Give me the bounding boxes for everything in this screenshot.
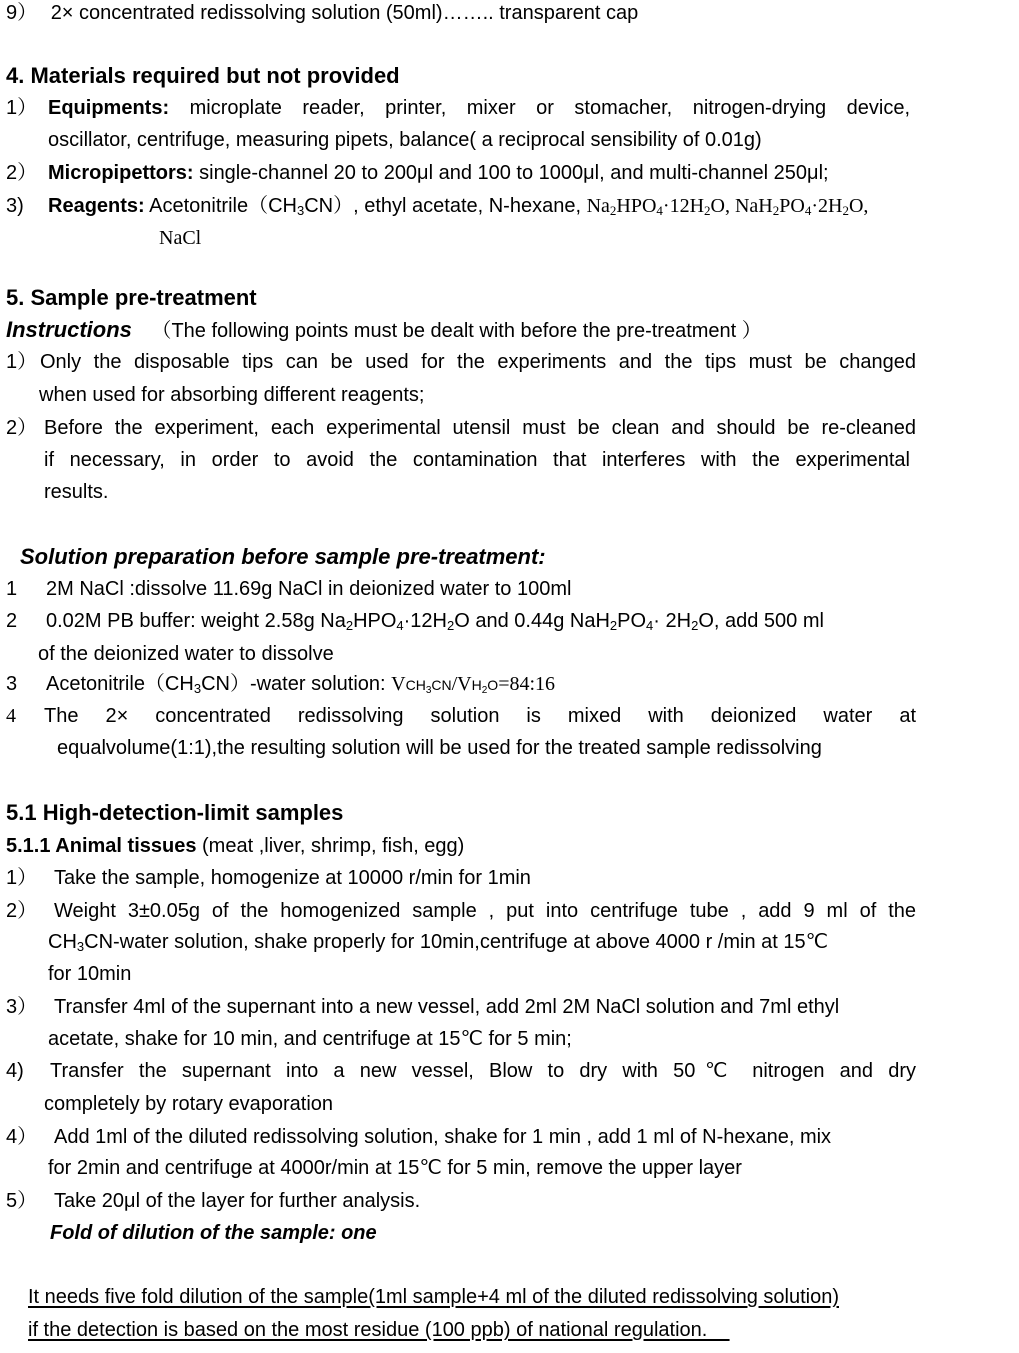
item-continuation: acetate, shake for 10 min, and centrifuge at 15℃ for 5 min; [48, 1028, 572, 1050]
list-item [6, 96, 910, 120]
item-continuation: results. [44, 481, 109, 503]
list-item [6, 899, 916, 923]
item-number: 4 [6, 705, 16, 727]
list-item [6, 866, 531, 890]
list-item [6, 416, 916, 440]
item-continuation: oscillator, centrifuge, measuring pipets, balance( a reciprocal sensibility of 0.01g) [48, 129, 762, 151]
item-text: and 0.44g NaH [469, 610, 610, 632]
item-label: Micropipettors: [48, 162, 194, 184]
list-item [6, 672, 556, 696]
list-item [6, 1125, 832, 1149]
chemical-formulas: $Na_2HPO_4\cdot 12H_2O$, $NaH_2PO_4\cdot 2H_2O$, [586, 195, 869, 218]
section-heading: 5.1 High-detection-limit samples [6, 800, 344, 825]
dilution-note-line-2: if the detection is based on the most residue (100 ppb) of national regulation. [28, 1319, 730, 1341]
list-item [6, 704, 916, 728]
item-number: 4) [6, 1060, 24, 1082]
item-number: 1） [6, 867, 38, 889]
item-number: 3) [6, 195, 24, 217]
item-text: Acetonitrile（CH [46, 673, 194, 695]
list-item [6, 1189, 421, 1213]
item-text: CN）, ethyl acetate, N-hexane, [304, 195, 587, 217]
item-text: The 2× concentrated redissolving solution is mixed with deionized water at [44, 705, 916, 727]
subsection-heading: Solution preparation before sample pre-treatment: [20, 544, 546, 569]
item-number: 5） [6, 1190, 38, 1212]
list-item [6, 350, 916, 374]
section-heading: 5. Sample pre-treatment [6, 285, 257, 310]
dilution-fold-note: Fold of dilution of the sample: one [50, 1222, 377, 1244]
item-number: 2） [6, 162, 38, 184]
item-text: microplate reader, printer, mixer or stomacher, nitrogen-drying device, [169, 97, 910, 119]
volume-ratio: $VCH_3CN/VH_2O=84:16$ [391, 673, 556, 696]
item-number: 4） [6, 1126, 38, 1148]
list-item [6, 1059, 916, 1083]
item-text: Take 20μl of the layer for further analysis. [54, 1190, 421, 1212]
item-number: 2） [6, 417, 38, 439]
item-text: single-channel 20 to 200μl and 100 to 1000μl, and multi-channel 250μl; [193, 162, 829, 184]
item-continuation: of the deionized water to dissolve [38, 643, 334, 665]
list-item [6, 161, 829, 185]
item-number: 1） [6, 97, 38, 119]
item-text: Add 1ml of the diluted redissolving solution, shake for 1 min , add 1 ml of N-hexane, mix [54, 1126, 832, 1148]
item-body [48, 96, 910, 120]
subsection-note: (meat ,liver, shrimp, fish, egg) [196, 835, 465, 857]
item-text: Only the disposable tips can be used for the experiments and the tips must be changed [40, 351, 916, 373]
item-number: 9） [6, 2, 38, 24]
instructions-note: （The following points must be dealt with before the pre-treatment ） [151, 320, 762, 342]
subsection-title: 5.1.1 Animal tissues [6, 835, 197, 857]
item-text: 0.02M PB buffer: weight 2.58g Na [46, 610, 346, 632]
item-body: $Acetonitrile(CH_3CN)$-water solution: $VCH_3CN/VH_2O=84:16$ [46, 673, 556, 696]
item-continuation: $CH_3CN$-water solution, shake properly for 10min,centrifuge at above 4000 r /min at 15℃ [48, 931, 829, 954]
item-text: Transfer the supernant into a new vessel, Blow to dry with 50℃ nitrogen and dry [50, 1060, 916, 1082]
item-text: 2× concentrated redissolving solution (50ml)…….. transparent cap [50, 2, 639, 24]
instructions-line [6, 318, 762, 343]
item-continuation: equalvolume(1:1),the resulting solution will be used for the treated sample redissolving [57, 737, 822, 759]
item-text: , add 500 ml [713, 610, 824, 632]
item-text: 2M NaCl :dissolve 11.69g NaCl in deionized water to 100ml [46, 578, 572, 600]
item-number: 1） [6, 351, 38, 373]
item-number: 1 [6, 578, 18, 600]
subsection-heading [6, 834, 464, 858]
list-item [6, 194, 869, 218]
list-item [6, 577, 572, 601]
item-number: 3） [6, 996, 38, 1018]
item-text: Weight 3±0.05g of the homogenized sample , put into centrifuge tube , add 9 ml of the [54, 900, 916, 922]
list-item [6, 1, 638, 25]
list-item [6, 609, 824, 633]
item-continuation: for 10min [48, 963, 132, 985]
item-number: 2 [6, 610, 18, 632]
item-continuation: NaCl [159, 227, 202, 249]
list-item [6, 995, 840, 1019]
item-continuation [44, 448, 910, 472]
item-number: 2） [6, 900, 38, 922]
item-text: CN）-water solution: [201, 673, 392, 695]
item-text: Take the sample, homogenize at 10000 r/min for 1min [54, 867, 531, 889]
item-body: 0.02M PB buffer: weight 2.58g $Na_2HPO_4\cdot 12H_2O$ and 0.44g $NaH_2PO_4\cdot 2H_2O$, add 500 ml [46, 610, 824, 633]
item-label: Equipments: [48, 97, 170, 119]
item-text: Transfer 4ml of the supernant into a new vessel, add 2ml 2M NaCl solution and 7ml ethyl [54, 996, 840, 1018]
section-heading: 4. Materials required but not provided [6, 63, 400, 88]
item-body [48, 194, 868, 218]
item-continuation: when used for absorbing different reagents; [39, 384, 425, 406]
item-text: if necessary, in order to avoid the contamination that interferes with the experimental [44, 449, 910, 471]
instructions-title: Instructions [6, 317, 132, 342]
ratio-value: =84:16 [498, 673, 556, 695]
dilution-note-line-1: It needs five fold dilution of the sample(1ml sample+4 ml of the diluted redissolving solution) [28, 1286, 839, 1308]
item-continuation: for 2min and centrifuge at 4000r/min at 15℃ for 5 min, remove the upper layer [48, 1157, 742, 1179]
item-text: Before the experiment, each experimental utensil must be clean and should be re-cleaned [44, 417, 916, 439]
item-text: CN-water solution, shake properly for 10min,centrifuge at above 4000 r /min at 15℃ [84, 931, 829, 953]
item-number: 3 [6, 673, 18, 695]
subscript: 3 [296, 203, 305, 218]
item-label: Reagents: [48, 195, 145, 217]
item-continuation: completely by rotary evaporation [44, 1093, 334, 1115]
item-text: Acetonitrile（CH [144, 195, 297, 217]
